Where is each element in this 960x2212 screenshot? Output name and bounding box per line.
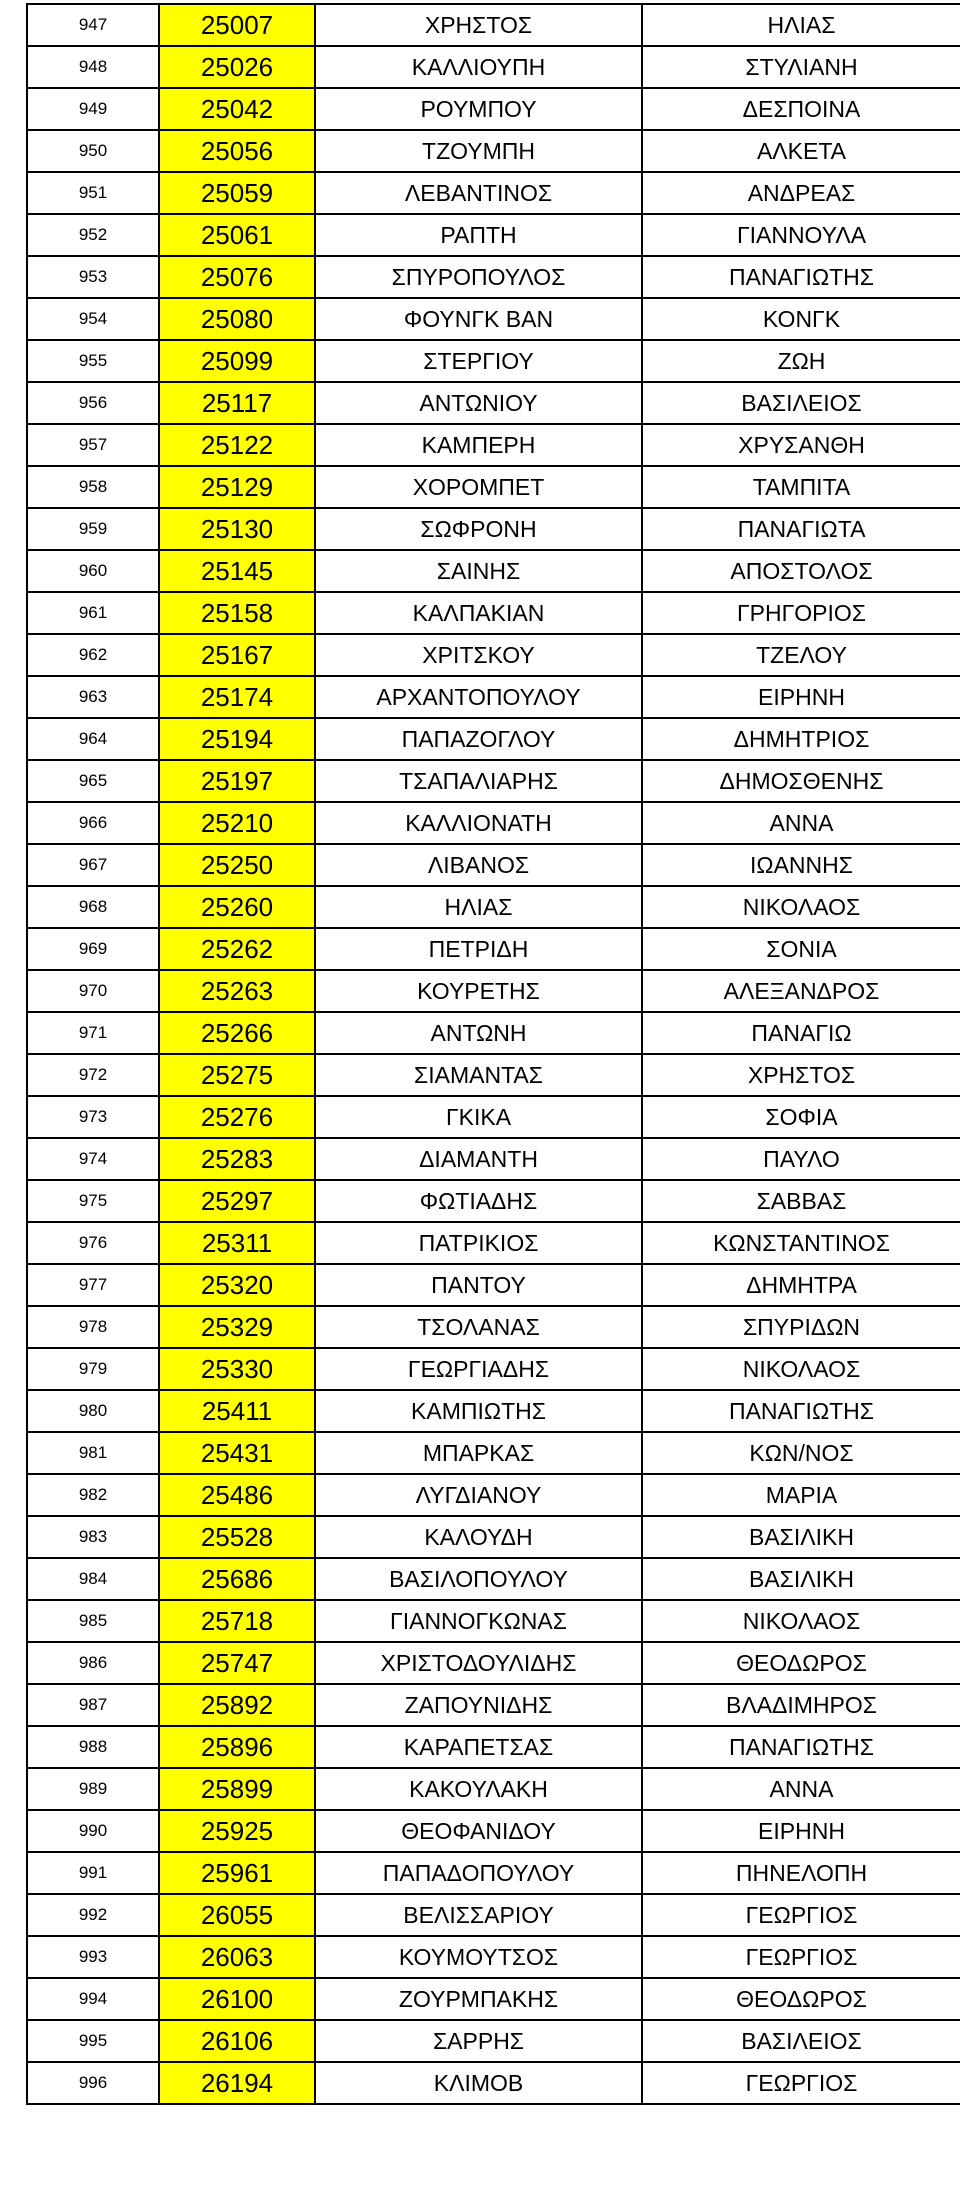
last-name-cell: ΚΟΥΡΕΤΗΣ: [315, 970, 642, 1012]
first-name-cell: ΔΗΜΟΣΘΕΝΗΣ: [642, 760, 960, 802]
candidate-code-cell: 25275: [159, 1054, 315, 1096]
first-name-cell: ΘΕΟΔΩΡΟΣ: [642, 1978, 960, 2020]
row-index-cell: 990: [27, 1810, 159, 1852]
last-name-cell: ΓΚΙΚΑ: [315, 1096, 642, 1138]
first-name-cell: ΣΤΥΛΙΑΝΗ: [642, 46, 960, 88]
last-name-cell: ΒΕΛΙΣΣΑΡΙΟΥ: [315, 1894, 642, 1936]
first-name-cell: ΚΩΝΣΤΑΝΤΙΝΟΣ: [642, 1222, 960, 1264]
table-row: [27, 1432, 960, 1474]
table-row: [27, 508, 960, 550]
row-index-cell: 987: [27, 1684, 159, 1726]
table-row: [27, 340, 960, 382]
last-name-cell: ΑΝΤΩΝΙΟΥ: [315, 382, 642, 424]
row-index-cell: 952: [27, 214, 159, 256]
first-name-cell: ΠΑΝΑΓΙΩΤΗΣ: [642, 256, 960, 298]
last-name-cell: ΧΡΙΣΤΟΔΟΥΛΙΔΗΣ: [315, 1642, 642, 1684]
first-name-cell: ΠΑΥΛΟ: [642, 1138, 960, 1180]
row-index-cell: 982: [27, 1474, 159, 1516]
table-row: [27, 1726, 960, 1768]
last-name-cell: ΔΙΑΜΑΝΤΗ: [315, 1138, 642, 1180]
last-name-cell: ΛΕΒΑΝΤΙΝΟΣ: [315, 172, 642, 214]
candidate-code-cell: 25276: [159, 1096, 315, 1138]
table-row: [27, 1600, 960, 1642]
last-name-cell: ΡΑΠΤΗ: [315, 214, 642, 256]
candidate-code-cell: 25042: [159, 88, 315, 130]
first-name-cell: ΧΡΥΣΑΝΘΗ: [642, 424, 960, 466]
candidate-code-cell: 25961: [159, 1852, 315, 1894]
table-row: [27, 550, 960, 592]
row-index-cell: 995: [27, 2020, 159, 2062]
last-name-cell: ΓΕΩΡΓΙΑΔΗΣ: [315, 1348, 642, 1390]
candidate-code-cell: 25099: [159, 340, 315, 382]
last-name-cell: ΚΑΜΠΕΡΗ: [315, 424, 642, 466]
row-index-cell: 949: [27, 88, 159, 130]
table-row: [27, 1180, 960, 1222]
table-row: [27, 1684, 960, 1726]
row-index-cell: 983: [27, 1516, 159, 1558]
table-row: [27, 1558, 960, 1600]
row-index-cell: 953: [27, 256, 159, 298]
last-name-cell: ΣΑΙΝΗΣ: [315, 550, 642, 592]
last-name-cell: ΑΝΤΩΝΗ: [315, 1012, 642, 1054]
row-index-cell: 992: [27, 1894, 159, 1936]
candidate-code-cell: 25528: [159, 1516, 315, 1558]
first-name-cell: ΔΗΜΗΤΡΑ: [642, 1264, 960, 1306]
table-row: [27, 1894, 960, 1936]
first-name-cell: ΓΕΩΡΓΙΟΣ: [642, 2062, 960, 2104]
candidate-code-cell: 25329: [159, 1306, 315, 1348]
candidate-code-cell: 25266: [159, 1012, 315, 1054]
first-name-cell: ΣΠΥΡΙΔΩΝ: [642, 1306, 960, 1348]
first-name-cell: ΗΛΙΑΣ: [642, 4, 960, 46]
last-name-cell: ΓΙΑΝΝΟΓΚΩΝΑΣ: [315, 1600, 642, 1642]
candidate-code-cell: 25899: [159, 1768, 315, 1810]
row-index-cell: 988: [27, 1726, 159, 1768]
table-row: [27, 256, 960, 298]
row-index-cell: 960: [27, 550, 159, 592]
candidate-code-cell: 25250: [159, 844, 315, 886]
table-row: [27, 2020, 960, 2062]
row-index-cell: 951: [27, 172, 159, 214]
candidate-code-cell: 25686: [159, 1558, 315, 1600]
row-index-cell: 967: [27, 844, 159, 886]
first-name-cell: ΑΛΚΕΤΑ: [642, 130, 960, 172]
first-name-cell: ΣΟΝΙΑ: [642, 928, 960, 970]
table-row: [27, 1390, 960, 1432]
last-name-cell: ΖΑΠΟΥΝΙΔΗΣ: [315, 1684, 642, 1726]
last-name-cell: ΜΠΑΡΚΑΣ: [315, 1432, 642, 1474]
row-index-cell: 950: [27, 130, 159, 172]
first-name-cell: ΑΠΟΣΤΟΛΟΣ: [642, 550, 960, 592]
candidate-code-cell: 25158: [159, 592, 315, 634]
candidate-code-cell: 25262: [159, 928, 315, 970]
table-row: [27, 1978, 960, 2020]
last-name-cell: ΣΠΥΡΟΠΟΥΛΟΣ: [315, 256, 642, 298]
last-name-cell: ΚΑΚΟΥΛΑΚΗ: [315, 1768, 642, 1810]
table-row: [27, 718, 960, 760]
table-row: [27, 1936, 960, 1978]
row-index-cell: 962: [27, 634, 159, 676]
table-row: [27, 592, 960, 634]
table-row: [27, 634, 960, 676]
table-row: [27, 466, 960, 508]
candidate-code-cell: 25130: [159, 508, 315, 550]
last-name-cell: ΠΑΠΑΔΟΠΟΥΛΟΥ: [315, 1852, 642, 1894]
row-index-cell: 954: [27, 298, 159, 340]
row-index-cell: 956: [27, 382, 159, 424]
candidate-code-cell: 25431: [159, 1432, 315, 1474]
table-row: [27, 802, 960, 844]
row-index-cell: 993: [27, 1936, 159, 1978]
candidate-code-cell: 25007: [159, 4, 315, 46]
candidate-code-cell: 25263: [159, 970, 315, 1012]
row-index-cell: 957: [27, 424, 159, 466]
last-name-cell: ΠΑΝΤΟΥ: [315, 1264, 642, 1306]
row-index-cell: 976: [27, 1222, 159, 1264]
last-name-cell: ΠΑΠΑΖΟΓΛΟΥ: [315, 718, 642, 760]
row-index-cell: 975: [27, 1180, 159, 1222]
candidate-code-cell: 25486: [159, 1474, 315, 1516]
row-index-cell: 996: [27, 2062, 159, 2104]
candidate-code-cell: 25311: [159, 1222, 315, 1264]
row-index-cell: 948: [27, 46, 159, 88]
first-name-cell: ΚΟΝΓΚ: [642, 298, 960, 340]
candidate-code-cell: 26194: [159, 2062, 315, 2104]
candidate-code-cell: 25330: [159, 1348, 315, 1390]
last-name-cell: ΦΟΥΝΓΚ ΒΑΝ: [315, 298, 642, 340]
first-name-cell: ΔΕΣΠΟΙΝΑ: [642, 88, 960, 130]
table-row: [27, 1474, 960, 1516]
row-index-cell: 973: [27, 1096, 159, 1138]
table-row: [27, 844, 960, 886]
candidate-code-cell: 25718: [159, 1600, 315, 1642]
last-name-cell: ΚΑΡΑΠΕΤΣΑΣ: [315, 1726, 642, 1768]
results-table: [26, 3, 960, 2105]
first-name-cell: ΚΩΝ/ΝΟΣ: [642, 1432, 960, 1474]
table-row: [27, 1054, 960, 1096]
row-index-cell: 980: [27, 1390, 159, 1432]
candidate-code-cell: 26055: [159, 1894, 315, 1936]
candidate-code-cell: 25194: [159, 718, 315, 760]
first-name-cell: ΤΑΜΠΙΤΑ: [642, 466, 960, 508]
table-row: [27, 130, 960, 172]
first-name-cell: ΓΡΗΓΟΡΙΟΣ: [642, 592, 960, 634]
table-row: [27, 1852, 960, 1894]
last-name-cell: ΧΡΙΤΣΚΟΥ: [315, 634, 642, 676]
row-index-cell: 959: [27, 508, 159, 550]
row-index-cell: 970: [27, 970, 159, 1012]
candidate-code-cell: 25056: [159, 130, 315, 172]
candidate-code-cell: 25117: [159, 382, 315, 424]
candidate-code-cell: 25320: [159, 1264, 315, 1306]
table-row: [27, 88, 960, 130]
candidate-code-cell: 25747: [159, 1642, 315, 1684]
first-name-cell: ΒΑΣΙΛΕΙΟΣ: [642, 382, 960, 424]
table-row: [27, 1096, 960, 1138]
row-index-cell: 978: [27, 1306, 159, 1348]
row-index-cell: 965: [27, 760, 159, 802]
row-index-cell: 994: [27, 1978, 159, 2020]
table-row: [27, 1810, 960, 1852]
first-name-cell: ΒΛΑΔΙΜΗΡΟΣ: [642, 1684, 960, 1726]
first-name-cell: ΝΙΚΟΛΑΟΣ: [642, 886, 960, 928]
last-name-cell: ΤΣΑΠΑΛΙΑΡΗΣ: [315, 760, 642, 802]
candidate-code-cell: 25892: [159, 1684, 315, 1726]
last-name-cell: ΚΟΥΜΟΥΤΣΟΣ: [315, 1936, 642, 1978]
last-name-cell: ΚΑΛΟΥΔΗ: [315, 1516, 642, 1558]
table-row: [27, 424, 960, 466]
last-name-cell: ΚΑΜΠΙΩΤΗΣ: [315, 1390, 642, 1432]
last-name-cell: ΠΑΤΡΙΚΙΟΣ: [315, 1222, 642, 1264]
candidate-code-cell: 25896: [159, 1726, 315, 1768]
first-name-cell: ΙΩΑΝΝΗΣ: [642, 844, 960, 886]
candidate-code-cell: 25076: [159, 256, 315, 298]
first-name-cell: ΒΑΣΙΛΙΚΗ: [642, 1516, 960, 1558]
table-row: [27, 214, 960, 256]
first-name-cell: ΕΙΡΗΝΗ: [642, 676, 960, 718]
table-row: [27, 172, 960, 214]
row-index-cell: 966: [27, 802, 159, 844]
candidate-code-cell: 26063: [159, 1936, 315, 1978]
candidate-code-cell: 25174: [159, 676, 315, 718]
first-name-cell: ΣΑΒΒΑΣ: [642, 1180, 960, 1222]
first-name-cell: ΓΙΑΝΝΟΥΛΑ: [642, 214, 960, 256]
last-name-cell: ΣΙΑΜΑΝΤΑΣ: [315, 1054, 642, 1096]
row-index-cell: 989: [27, 1768, 159, 1810]
first-name-cell: ΣΟΦΙΑ: [642, 1096, 960, 1138]
row-index-cell: 961: [27, 592, 159, 634]
candidate-code-cell: 25283: [159, 1138, 315, 1180]
row-index-cell: 972: [27, 1054, 159, 1096]
results-table-body: [27, 4, 960, 2104]
last-name-cell: ΛΥΓΔΙΑΝΟΥ: [315, 1474, 642, 1516]
first-name-cell: ΠΑΝΑΓΙΩΤΗΣ: [642, 1726, 960, 1768]
table-row: [27, 970, 960, 1012]
candidate-code-cell: 25260: [159, 886, 315, 928]
last-name-cell: ΦΩΤΙΑΔΗΣ: [315, 1180, 642, 1222]
table-row: [27, 1642, 960, 1684]
candidate-code-cell: 25197: [159, 760, 315, 802]
first-name-cell: ΑΝΔΡΕΑΣ: [642, 172, 960, 214]
first-name-cell: ΠΑΝΑΓΙΩΤΗΣ: [642, 1390, 960, 1432]
first-name-cell: ΑΝΝΑ: [642, 1768, 960, 1810]
last-name-cell: ΧΟΡΟΜΠΕΤ: [315, 466, 642, 508]
row-index-cell: 963: [27, 676, 159, 718]
candidate-code-cell: 25167: [159, 634, 315, 676]
last-name-cell: ΗΛΙΑΣ: [315, 886, 642, 928]
last-name-cell: ΣΑΡΡΗΣ: [315, 2020, 642, 2062]
last-name-cell: ΤΣΟΛΑΝΑΣ: [315, 1306, 642, 1348]
candidate-code-cell: 26100: [159, 1978, 315, 2020]
table-row: [27, 1222, 960, 1264]
table-row: [27, 928, 960, 970]
candidate-code-cell: 25925: [159, 1810, 315, 1852]
first-name-cell: ΠΑΝΑΓΙΩ: [642, 1012, 960, 1054]
table-row: [27, 1138, 960, 1180]
row-index-cell: 984: [27, 1558, 159, 1600]
candidate-code-cell: 25080: [159, 298, 315, 340]
table-row: [27, 886, 960, 928]
table-row: [27, 46, 960, 88]
table-row: [27, 4, 960, 46]
candidate-code-cell: 25129: [159, 466, 315, 508]
table-row: [27, 1768, 960, 1810]
first-name-cell: ΧΡΗΣΤΟΣ: [642, 1054, 960, 1096]
first-name-cell: ΝΙΚΟΛΑΟΣ: [642, 1600, 960, 1642]
row-index-cell: 958: [27, 466, 159, 508]
row-index-cell: 968: [27, 886, 159, 928]
first-name-cell: ΖΩΗ: [642, 340, 960, 382]
last-name-cell: ΘΕΟΦΑΝΙΔΟΥ: [315, 1810, 642, 1852]
table-row: [27, 1348, 960, 1390]
row-index-cell: 981: [27, 1432, 159, 1474]
row-index-cell: 974: [27, 1138, 159, 1180]
last-name-cell: ΛΙΒΑΝΟΣ: [315, 844, 642, 886]
last-name-cell: ΚΛΙΜΟΒ: [315, 2062, 642, 2104]
table-row: [27, 382, 960, 424]
row-index-cell: 977: [27, 1264, 159, 1306]
table-row: [27, 676, 960, 718]
first-name-cell: ΑΝΝΑ: [642, 802, 960, 844]
last-name-cell: ΖΟΥΡΜΠΑΚΗΣ: [315, 1978, 642, 2020]
first-name-cell: ΤΖΕΛΟΥ: [642, 634, 960, 676]
candidate-code-cell: 25059: [159, 172, 315, 214]
last-name-cell: ΚΑΛΠΑΚΙΑΝ: [315, 592, 642, 634]
candidate-code-cell: 25061: [159, 214, 315, 256]
table-row: [27, 2062, 960, 2104]
candidate-code-cell: 25297: [159, 1180, 315, 1222]
row-index-cell: 985: [27, 1600, 159, 1642]
first-name-cell: ΔΗΜΗΤΡΙΟΣ: [642, 718, 960, 760]
last-name-cell: ΣΤΕΡΓΙΟΥ: [315, 340, 642, 382]
row-index-cell: 964: [27, 718, 159, 760]
candidate-code-cell: 25122: [159, 424, 315, 466]
candidate-code-cell: 25411: [159, 1390, 315, 1432]
table-row: [27, 1012, 960, 1054]
candidate-code-cell: 25026: [159, 46, 315, 88]
row-index-cell: 947: [27, 4, 159, 46]
last-name-cell: ΒΑΣΙΛΟΠΟΥΛΟΥ: [315, 1558, 642, 1600]
first-name-cell: ΘΕΟΔΩΡΟΣ: [642, 1642, 960, 1684]
last-name-cell: ΠΕΤΡΙΔΗ: [315, 928, 642, 970]
first-name-cell: ΝΙΚΟΛΑΟΣ: [642, 1348, 960, 1390]
last-name-cell: ΡΟΥΜΠΟΥ: [315, 88, 642, 130]
last-name-cell: ΚΑΛΛΙΟΝΑΤΗ: [315, 802, 642, 844]
first-name-cell: ΠΗΝΕΛΟΠΗ: [642, 1852, 960, 1894]
last-name-cell: ΤΖΟΥΜΠΗ: [315, 130, 642, 172]
table-row: [27, 1516, 960, 1558]
table-row: [27, 1306, 960, 1348]
first-name-cell: ΒΑΣΙΛΙΚΗ: [642, 1558, 960, 1600]
table-row: [27, 298, 960, 340]
last-name-cell: ΧΡΗΣΤΟΣ: [315, 4, 642, 46]
last-name-cell: ΑΡΧΑΝΤΟΠΟΥΛΟΥ: [315, 676, 642, 718]
row-index-cell: 955: [27, 340, 159, 382]
row-index-cell: 969: [27, 928, 159, 970]
first-name-cell: ΜΑΡΙΑ: [642, 1474, 960, 1516]
first-name-cell: ΒΑΣΙΛΕΙΟΣ: [642, 2020, 960, 2062]
last-name-cell: ΣΩΦΡΟΝΗ: [315, 508, 642, 550]
row-index-cell: 971: [27, 1012, 159, 1054]
first-name-cell: ΓΕΩΡΓΙΟΣ: [642, 1894, 960, 1936]
row-index-cell: 991: [27, 1852, 159, 1894]
first-name-cell: ΕΙΡΗΝΗ: [642, 1810, 960, 1852]
table-row: [27, 760, 960, 802]
row-index-cell: 979: [27, 1348, 159, 1390]
candidate-code-cell: 26106: [159, 2020, 315, 2062]
candidate-code-cell: 25145: [159, 550, 315, 592]
first-name-cell: ΓΕΩΡΓΙΟΣ: [642, 1936, 960, 1978]
first-name-cell: ΠΑΝΑΓΙΩΤΑ: [642, 508, 960, 550]
candidate-code-cell: 25210: [159, 802, 315, 844]
row-index-cell: 986: [27, 1642, 159, 1684]
last-name-cell: ΚΑΛΛΙΟΥΠΗ: [315, 46, 642, 88]
first-name-cell: ΑΛΕΞΑΝΔΡΟΣ: [642, 970, 960, 1012]
table-row: [27, 1264, 960, 1306]
